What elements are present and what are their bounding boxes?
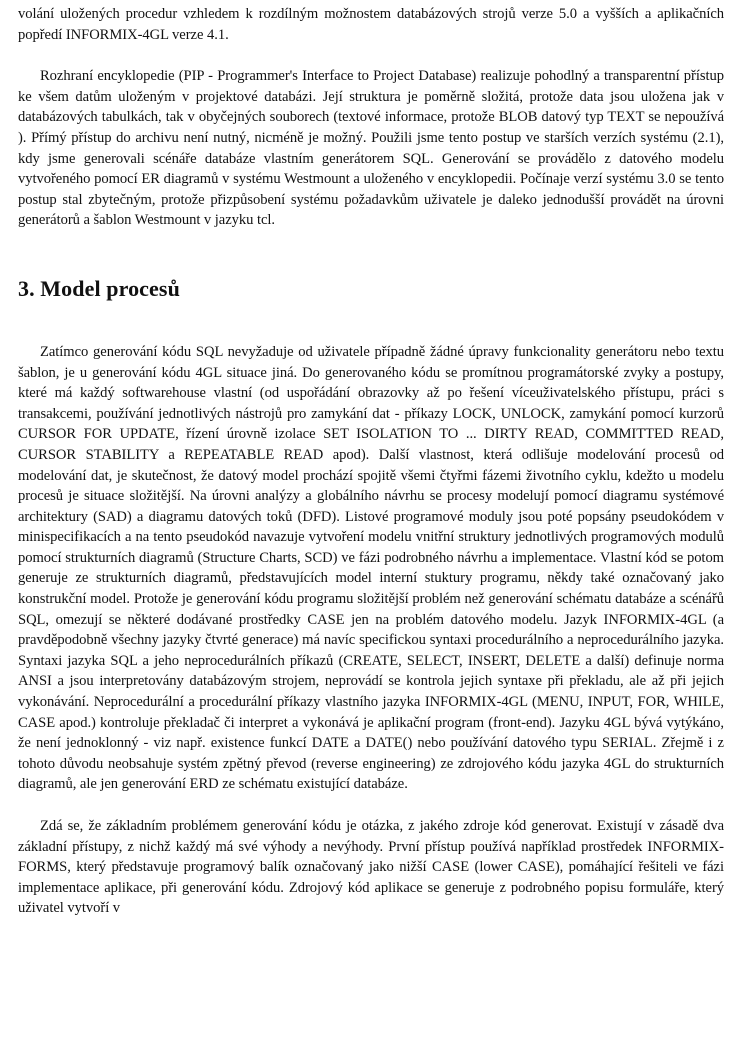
spacer <box>18 45 724 66</box>
spacer <box>18 231 724 276</box>
section-heading: 3. Model procesů <box>18 275 180 301</box>
document-page <box>18 4 724 919</box>
paragraph-pip-interface: Rozhraní encyklopedie (PIP - Programmer's Interface to Project Database) realizuje pohodlný a transparentní přístup ke všem datům uloženým v projektové databázi. Její struktura je poměrně složitá, protože data jsou uložena jak v databázových tabulkách, tak v obyčejných souborech (textové informace, protože BLOB datový typ TEXT se nepoužívá ). Přímý přístup do archivu není nutný, nicméně je možný. Použili jsme tento postup ve starších verzích systému (2.1), kdy jsme generovali scénáře databáze vlastním generátorem SQL. Generování se provádělo z datového modelu vytvořeného pomocí ER diagramů v systému Westmount a uloženého v encyklopedii. Počínaje verzí systému 3.0 se tento postup stal zbytečným, protože přizpůsobení systému požadavkům uživatele je daleko jednodušší provádět na úrovni generátorů a šablon Westmount v jazyku tcl. <box>18 68 724 229</box>
spacer <box>18 302 724 342</box>
paragraph-code-generation-problem: Zdá se, že základním problémem generování kódu je otázka, z jakého zdroje kód generovat. Existují v zásadě dva základní přístupy, z nichž každý má své výhody a nevýhody. První přístup používá například prostředek INFORMIX-FORMS, který představuje programový balík označovaný jako nižší CASE (lower CASE), pomáhající řešiteli ve fázi implementace aplikace, při generování kódu. Zdrojový kód aplikace se generuje z podrobného popisu formuláře, který uživatel vytvoří v <box>18 818 724 917</box>
paragraph-process-model: Zatímco generování kódu SQL nevyžaduje od uživatele případně žádné úpravy funkcionality generátoru nebo textu šablon, je u generování kódu 4GL situace jiná. Do generovaného kódu se promítnou programátorské zvyky a postupy, které má každý softwarehouse vlastní (od uspořádání obrazovky až po řešení víceuživatelského přístupu, práci s transakcemi, používání jednotlivých nástrojů pro zamykání dat - příkazy LOCK, UNLOCK, zamykání pomocí kurzorů CURSOR FOR UPDATE, řízení úrovně izolace SET ISOLATION TO ... DIRTY READ, COMMITTED READ, CURSOR STABILITY a REPEATABLE READ apod). Další vlastnost, která odlišuje modelování procesů od modelování dat, je skutečnost, že datový model prochází spojitě všemi čtyřmi fázemi životního cyklu, kdežto u modelu procesů je situace složitější. Na úrovni analýzy a globálního návrhu se procesy modelují pomocí diagramu systémové architektury (SAD) a diagramu datových toků (DFD). Listové programové moduly jsou poté popsány pseudokódem v minispecifikacích a na tento pseudokód navazuje vytvoření modelu vnitřní struktury jednotlivých programových modulů pomocí strukturních diagramů (Structure Charts, SCD) ve fázi podrobného návrhu a implementace. Vlastní kód se potom generuje ze strukturních diagramů, představujících model interní stuktury programu, někdy také označovaný jako konstrukční model. Protože je generování kódu programu složitější problém než generování schématu databáze a scénářů SQL, omezují se některé dodávané prostředky CASE jen na problém datového modelu. Jazyk INFORMIX-4GL (a pravděpodobně všechny jazyky čtvrté generace) má navíc specifickou syntaxi procedurálního a neprocedurálního jazyka. Syntaxi jazyka SQL a jeho neprocedurálních příkazů (CREATE, SELECT, INSERT, DELETE a další) definuje norma ANSI a jsou interpretovány databázovým strojem, neprovádí se kontrola jejich syntaxe při překladu, ale až při jejich vykonávání. Neprocedurální a procedurální příkazy vlastního jazyka INFORMIX-4GL (MENU, INPUT, FOR, WHILE, CASE apod.) kontroluje překladač či interpret a vykonává je aplikační program (front-end). Jazyku 4GL bývá vytýkáno, že není jednoklonný - viz např. existence funkcí DATE a DATE() nebo používání datového typu SERIAL. Zřejmě i z tohoto důvodu neobsahuje systém zpětný převod (reverse engineering) ze zdrojového kódu jazyka 4GL do strukturních diagramů, ale jen generování ERD ze schématu existující databáze. <box>18 343 724 793</box>
paragraph-continued: volání uložených procedur vzhledem k rozdílným možnostem databázových strojů verze 5.0 a vyšších a aplikačních popředí INFORMIX-4GL verze 4.1. <box>18 6 724 43</box>
spacer <box>18 795 724 816</box>
